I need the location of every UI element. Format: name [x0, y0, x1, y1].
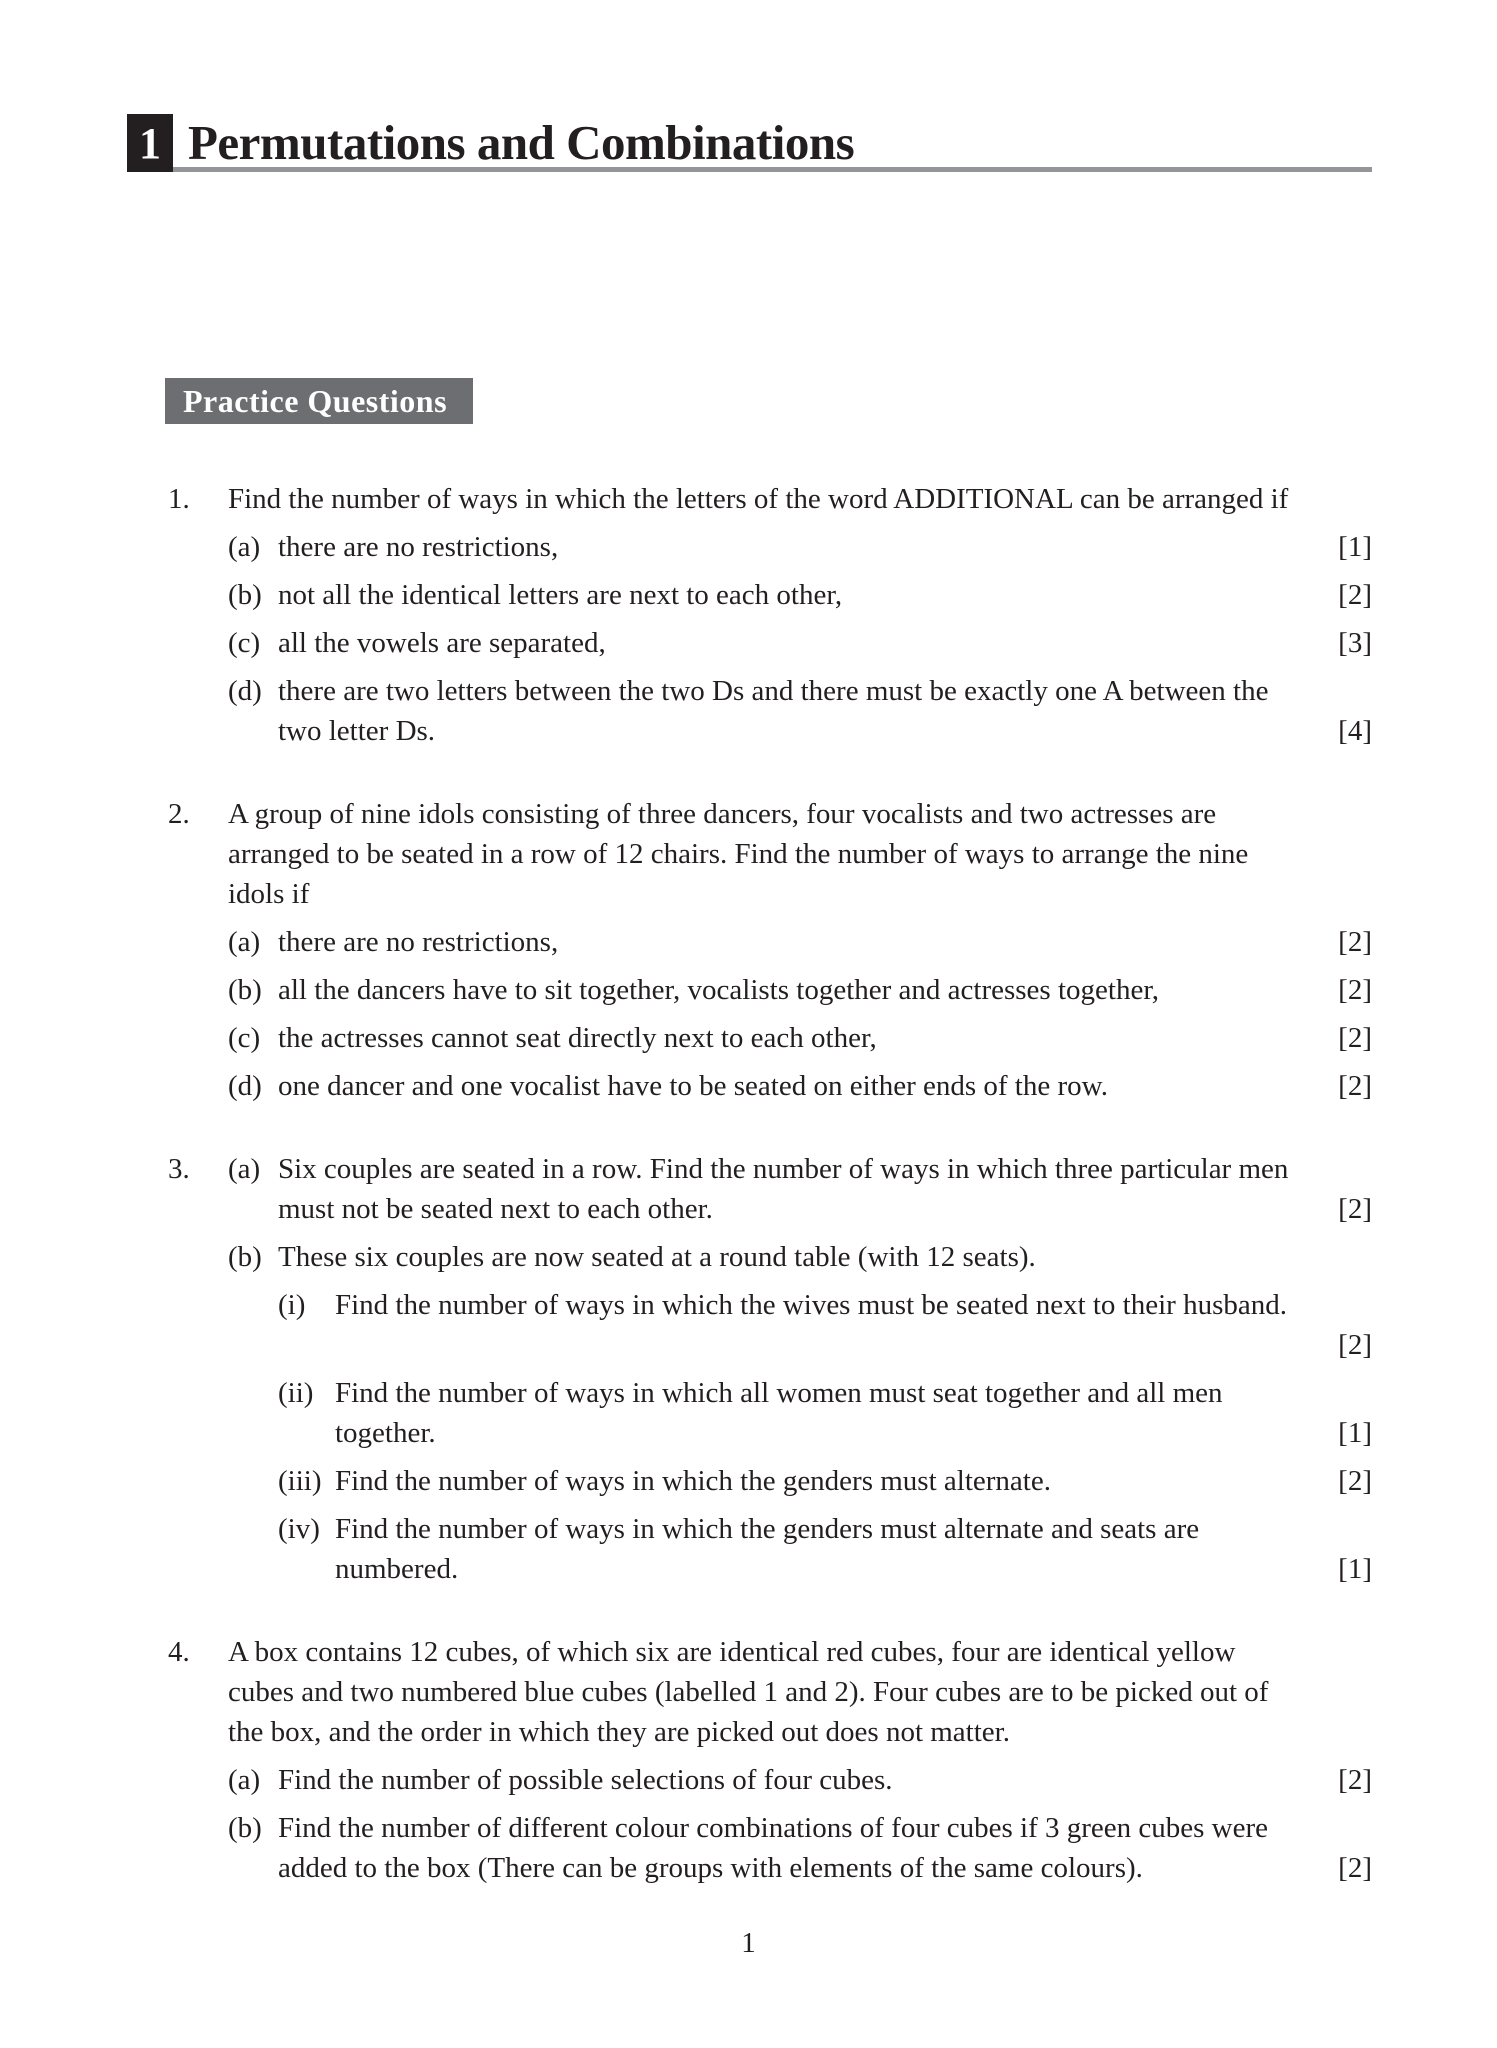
part-text: together.	[335, 1417, 436, 1449]
part-line-row	[278, 1509, 1372, 1549]
part-line-row	[228, 1808, 1372, 1848]
subpart	[278, 1373, 1372, 1453]
marks-badge: [2]	[1338, 579, 1372, 611]
question-intro-line: arranged to be seated in a row of 12 chairs. Find the number of ways to arrange the nine	[228, 838, 1249, 870]
marks-badge: [1]	[1338, 1417, 1372, 1449]
part-label	[278, 1549, 335, 1589]
part-line-row	[228, 711, 1372, 751]
question-content	[228, 1632, 1372, 1888]
marks-badge: [2]	[1338, 1022, 1372, 1054]
chapter-number: 1	[139, 118, 161, 168]
question-content	[228, 1149, 1372, 1589]
part-text	[335, 1325, 1326, 1365]
marks-badge: [1]	[1338, 531, 1372, 563]
part-text: not all the identical letters are next to each other,	[278, 579, 843, 611]
part	[228, 575, 1372, 615]
part-label	[278, 1413, 335, 1453]
part-text: added to the box (There can be groups with elements of the same colours).	[278, 1852, 1143, 1884]
part-label	[278, 1325, 335, 1365]
part-text: Find the number of ways in which the wives must be seated next to their husband.	[335, 1289, 1287, 1321]
part-line-row	[228, 1018, 1372, 1058]
question-intro-line: A box contains 12 cubes, of which six are identical red cubes, four are identical yellow	[228, 1636, 1236, 1668]
part-text: all the dancers have to sit together, vocalists together and actresses together,	[278, 974, 1160, 1006]
marks-badge: [1]	[1338, 1553, 1372, 1585]
part-line-row	[228, 575, 1372, 615]
question-content	[228, 794, 1372, 1106]
part-text: Find the number of ways in which all women must seat together and all men	[335, 1377, 1223, 1409]
page-number: 1	[741, 1927, 756, 1959]
part-text: Six couples are seated in a row. Find the number of ways in which three particular men	[278, 1153, 1289, 1185]
part-line-row	[228, 1066, 1372, 1106]
practice-questions-badge: Practice Questions	[165, 378, 473, 424]
part	[228, 671, 1372, 751]
part-label: (c)	[228, 627, 261, 659]
part-text: Find the number of possible selections of four cubes.	[278, 1764, 893, 1796]
part-label: (a)	[228, 1153, 261, 1185]
part-line-row	[228, 671, 1372, 711]
question	[168, 794, 1372, 1106]
question	[168, 479, 1372, 751]
part-label: (b)	[228, 974, 262, 1006]
subparts	[278, 1285, 1372, 1589]
part-line-row	[228, 623, 1372, 663]
part-label: (d)	[228, 1070, 262, 1102]
part	[228, 1760, 1372, 1800]
marks-badge: [2]	[1338, 926, 1372, 958]
part-line-row	[228, 1237, 1372, 1277]
part-text: two letter Ds.	[278, 715, 436, 747]
part	[228, 1018, 1372, 1058]
question	[168, 1632, 1372, 1888]
part-label: (b)	[228, 1812, 262, 1844]
part-label: (iii)	[278, 1465, 322, 1497]
question	[168, 1149, 1372, 1589]
question-intro-line: Find the number of ways in which the letters of the word ADDITIONAL can be arranged if	[228, 483, 1289, 515]
part-line-row	[228, 1848, 1372, 1888]
marks-badge: [2]	[1338, 1465, 1372, 1497]
chapter-title: Permutations and Combinations	[188, 115, 855, 170]
question-number: 2.	[168, 798, 190, 830]
part	[228, 1149, 1372, 1229]
marks-badge: [2]	[1338, 974, 1372, 1006]
part-text: all the vowels are separated,	[278, 627, 606, 659]
part-label: (b)	[228, 1241, 262, 1273]
part-line-row	[228, 922, 1372, 962]
question-intro-line: A group of nine idols consisting of three dancers, four vocalists and two actresses are	[228, 798, 1217, 830]
marks-badge: [2]	[1338, 1852, 1372, 1884]
part-line-row	[228, 1760, 1372, 1800]
part-line-row	[228, 1189, 1372, 1229]
part-line-row	[278, 1285, 1372, 1325]
part-line-row	[228, 527, 1372, 567]
marks-badge: [2]	[1338, 1329, 1372, 1361]
part-label: (iv)	[278, 1513, 320, 1545]
part-text: the actresses cannot seat directly next to each other,	[278, 1022, 877, 1054]
part-label: (b)	[228, 579, 262, 611]
question-content	[228, 479, 1372, 751]
part-label: (a)	[228, 531, 261, 563]
marks-badge: [3]	[1338, 627, 1372, 659]
part-line-row	[278, 1373, 1372, 1413]
marks-badge: [2]	[1338, 1070, 1372, 1102]
part-text: there are two letters between the two Ds and there must be exactly one A between the	[278, 675, 1269, 707]
part-line-row	[278, 1413, 1372, 1453]
subpart	[278, 1461, 1372, 1501]
marks-badge: [4]	[1338, 715, 1372, 747]
part-line-row	[278, 1461, 1372, 1501]
questions-list	[168, 479, 1372, 1888]
question-intro-line: cubes and two numbered blue cubes (labelled 1 and 2). Four cubes are to be picked out of	[228, 1676, 1269, 1708]
part-text: Find the number of ways in which the genders must alternate.	[335, 1465, 1051, 1497]
part-label: (a)	[228, 926, 261, 958]
part	[228, 1237, 1372, 1589]
part	[228, 527, 1372, 567]
question-number: 1.	[168, 483, 190, 515]
chapter-header	[127, 0, 1372, 172]
part-text: one dancer and one vocalist have to be seated on either ends of the row.	[278, 1070, 1108, 1102]
part-label: (d)	[228, 675, 262, 707]
part-label	[228, 1848, 278, 1888]
part-text: These six couples are now seated at a round table (with 12 seats).	[278, 1241, 1036, 1273]
question-intro-line: idols if	[228, 878, 310, 910]
subpart	[278, 1285, 1372, 1365]
part-line-row	[278, 1325, 1372, 1365]
part-line-row	[228, 970, 1372, 1010]
part-label	[228, 711, 278, 751]
part-label: (ii)	[278, 1377, 314, 1409]
part	[228, 970, 1372, 1010]
part-text: Find the number of different colour combinations of four cubes if 3 green cubes were	[278, 1812, 1268, 1844]
chapter-number-box	[127, 114, 173, 172]
chapter-title-row	[127, 114, 1372, 172]
question-number: 4.	[168, 1636, 190, 1668]
part-text: numbered.	[335, 1553, 459, 1585]
part-text: there are no restrictions,	[278, 531, 559, 563]
part	[228, 623, 1372, 663]
marks-badge: [2]	[1338, 1764, 1372, 1796]
part-line-row	[278, 1549, 1372, 1589]
part	[228, 1808, 1372, 1888]
part-label: (a)	[228, 1764, 261, 1796]
part-line-row	[228, 1149, 1372, 1189]
part-text: Find the number of ways in which the genders must alternate and seats are	[335, 1513, 1200, 1545]
part	[228, 1066, 1372, 1106]
question-intro-line: the box, and the order in which they are picked out does not matter.	[228, 1716, 1010, 1748]
part-text: there are no restrictions,	[278, 926, 559, 958]
marks-badge: [2]	[1338, 1193, 1372, 1225]
part	[228, 922, 1372, 962]
question-number: 3.	[168, 1153, 190, 1185]
part-text: must not be seated next to each other.	[278, 1193, 713, 1225]
subpart	[278, 1509, 1372, 1589]
part-label: (i)	[278, 1289, 306, 1321]
part-label: (c)	[228, 1022, 261, 1054]
part-label	[228, 1189, 278, 1229]
